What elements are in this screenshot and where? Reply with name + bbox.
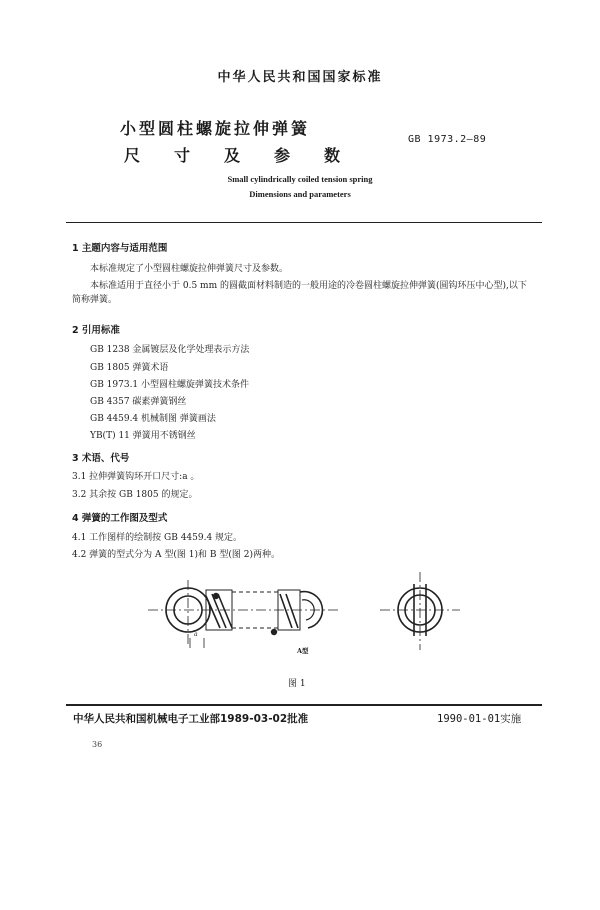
effective-date: 1990-01-01实施 [437,713,522,725]
page-number: 36 [92,740,103,749]
standard-title-en-line2: Dimensions and parameters [249,189,351,199]
spring-drawing-a-type [140,572,470,652]
section-4-item-1: 4.1 工作图样的绘制按 GB 4459.4 规定。 [72,533,243,543]
coil-group-right [280,594,298,628]
standard-title-cn-line1: 小型圆柱螺旋拉伸弹簧 [120,119,311,138]
header-divider [66,222,542,223]
standard-title-cn-line2: 尺寸及参数 [124,146,375,165]
footer-divider [66,704,542,706]
section-3-heading: 3 术语、代号 [72,453,130,464]
section-2-heading: 2 引用标准 [72,325,120,336]
section-4-heading: 4 弹簧的工作图及型式 [72,513,168,524]
reference-item: YB(T) 11 弹簧用不锈钢丝 [90,431,196,441]
section-3-item-1: 3.1 拉伸弹簧钩环开口尺寸:a 。 [72,472,200,482]
national-standard-header: 中华人民共和国国家标准 [217,70,383,85]
approval-issuer: 中华人民共和国机械电子工业部1989-03-02批准 [73,713,309,725]
figure-type-label: A型 [297,647,309,655]
section-1-para-1: 本标准规定了小型圆柱螺旋拉伸弹簧尺寸及参数。 [90,264,289,274]
section-4-item-2: 4.2 弹簧的型式分为 A 型(图 1)和 B 型(图 2)两种。 [72,550,280,560]
reference-item: GB 4459.4 机械制图 弹簧画法 [90,414,216,424]
standard-title-en-line1: Small cylindrically coiled tension spring [227,174,373,184]
standard-number: GB 1973.2—89 [408,134,487,145]
reference-item: GB 1973.1 小型圆柱螺旋弹簧技术条件 [90,380,250,390]
dimension-a-label: a [194,631,198,638]
reference-item: GB 1805 弹簧术语 [90,363,169,373]
section-3-item-2: 3.2 其余按 GB 1805 的规定。 [72,490,198,500]
section-1-para-2: 本标准适用于直径小于 0.5 mm 的圆截面材料制造的一般用途的冷卷圆柱螺旋拉伸弹簧(圆钩环压中心型),以下简称弹簧。 [72,281,527,305]
reference-item: GB 1238 金属镀层及化学处理表示方法 [90,345,250,355]
section-1-heading: 1 主题内容与适用范围 [72,243,168,254]
figure-caption: 图 1 [288,679,306,689]
reference-item: GB 4357 碳素弹簧钢丝 [90,397,187,407]
